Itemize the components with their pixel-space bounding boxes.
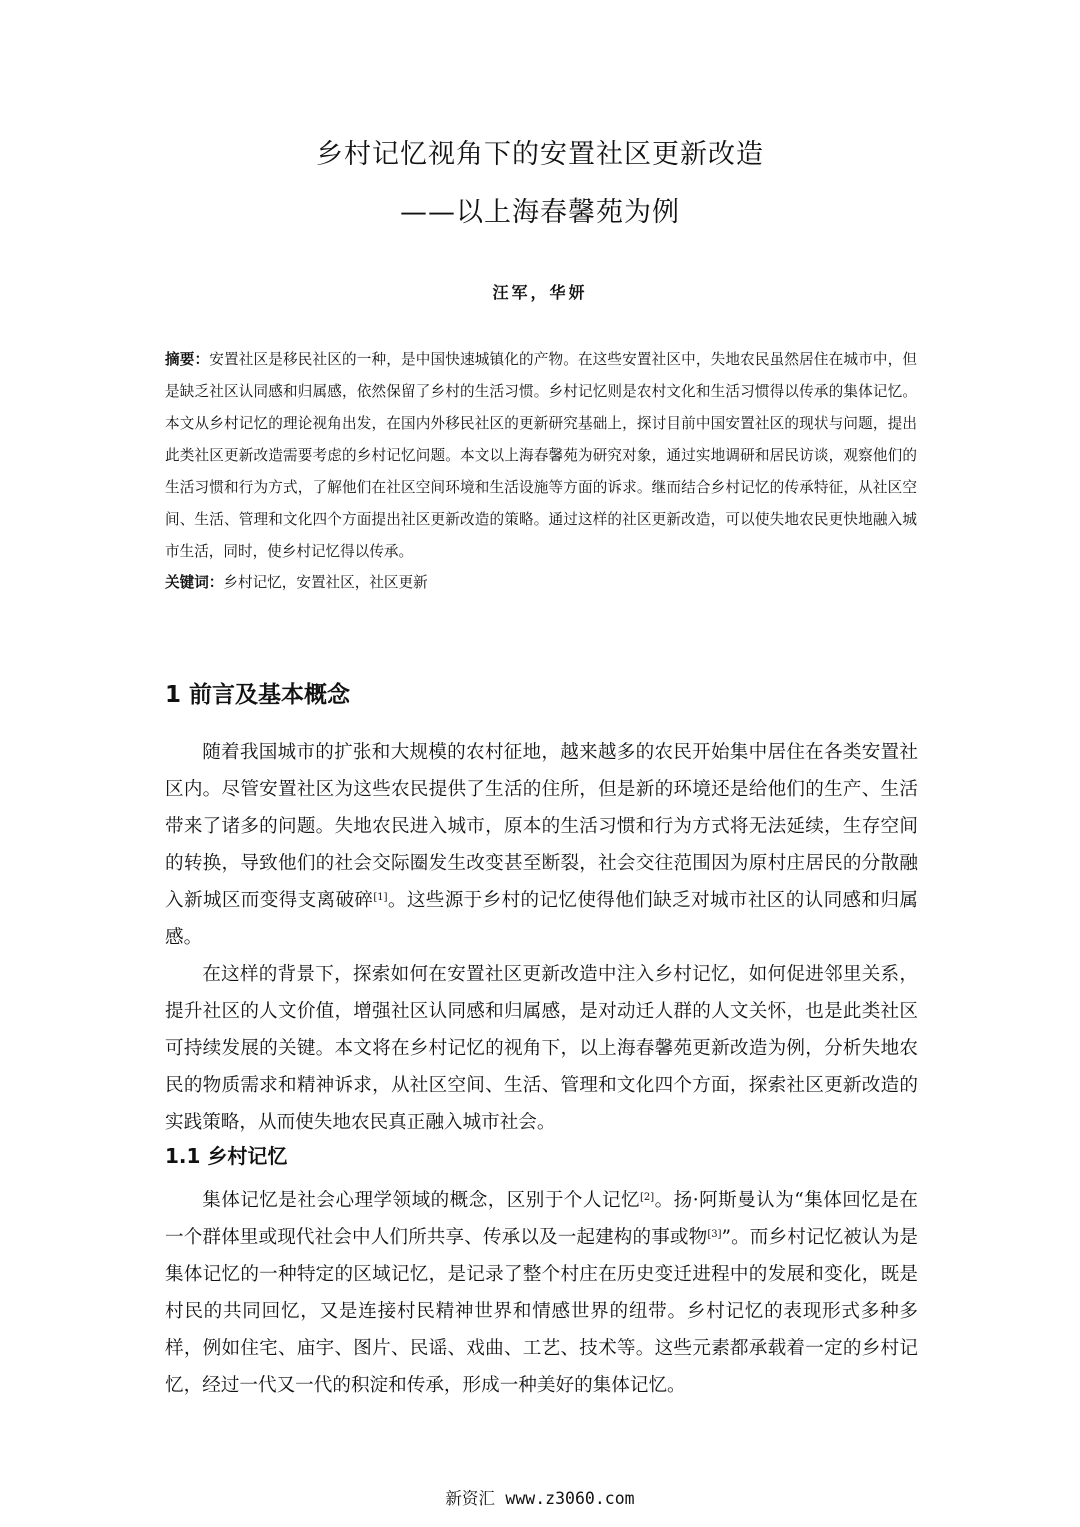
section-1-paragraph-1 [165, 734, 918, 956]
citation-ref-3[interactable]: [3] [707, 1229, 722, 1240]
keywords-label: 关键词： [165, 574, 224, 591]
section-heading-1: 1 前言及基本概念 [165, 682, 351, 708]
author-list: 汪军，华妍 [492, 283, 588, 302]
section-1-paragraph-2: 在这样的背景下，探索如何在安置社区更新改造中注入乡村记忆，如何促进邻里关系，提升社区的人文价值，增强社区认同感和归属感，是对动迁人群的人文关怀，也是此类社区可持续发展的关键。本文将在乡村记忆的视角下，以上海春馨苑更新改造为例，分析失地农民的物质需求和精神诉求，从社区空间、生活、管理和文化四个方面，探索社区更新改造的实践策略，从而使失地农民真正融入城市社会。 [165, 964, 918, 1133]
keywords-text: 乡村记忆，安置社区，社区更新 [223, 574, 428, 591]
citation-ref-1[interactable]: [1] [373, 892, 388, 903]
paper-title: 乡村记忆视角下的安置社区更新改造 [316, 139, 764, 170]
footer-url[interactable]: www.z3060.com [505, 1489, 635, 1508]
paragraph-text: 集体记忆是社会心理学领域的概念，区别于个人记忆 [202, 1190, 641, 1211]
abstract-text: 安置社区是移民社区的一种，是中国快速城镇化的产物。在这些安置社区中，失地农民虽然居住在城市中，但是缺乏社区认同感和归属感，依然保留了乡村的生活习惯。乡村记忆则是农村文化和生活习惯得以传承的集体记忆。本文从乡村记忆的理论视角出发，在国内外移民社区的更新研究基础上，探讨目前中国安置社区的现状与问题，提出此类社区更新改造需要考虑的乡村记忆问题。本文以上海春馨苑为研究对象，通过实地调研和居民访谈，观察他们的生活习惯和行为方式，了解他们在社区空间环境和生活设施等方面的诉求。继而结合乡村记忆的传承特征，从社区空间、生活、管理和文化四个方面提出社区更新改造的策略。通过这样的社区更新改造，可以使失地农民更快地融入城市生活，同时，使乡村记忆得以传承。 [165, 351, 917, 560]
section-1-1-paragraph [165, 1182, 918, 1404]
paragraph-text: 。扬·阿斯曼认为“集体回忆是在一个群体里或现代社会中人们所共享、传承以及一起建构的事或物 [165, 1190, 918, 1248]
abstract-label: 摘要： [165, 351, 210, 368]
paragraph-text: 。这些源于乡村的记忆使得他们缺乏对城市社区的认同感和归属感。 [165, 890, 918, 948]
abstract [165, 344, 917, 568]
paragraph-text: ”。而乡村记忆被认为是集体记忆的一种特定的区域记忆，是记录了整个村庄在历史变迁进程中的发展和变化，既是村民的共同回忆，又是连接村民精神世界和情感世界的纽带。乡村记忆的表现形式多种多样，例如住宅、庙宇、图片、民谣、戏曲、工艺、技术等。这些元素都承载着一定的乡村记忆，经过一代又一代的积淀和传承，形成一种美好的集体记忆。 [165, 1227, 918, 1396]
keywords [165, 567, 917, 599]
paper-subtitle: ——以上海春馨苑为例 [400, 197, 680, 228]
citation-ref-2[interactable]: [2] [640, 1192, 655, 1203]
page-footer-watermark [0, 1485, 1080, 1509]
footer-site-name: 新资汇 [445, 1489, 495, 1508]
section-heading-1-1: 1.1 乡村记忆 [165, 1144, 288, 1168]
paragraph-text: 随着我国城市的扩张和大规模的农村征地，越来越多的农民开始集中居住在各类安置社区内。尽管安置社区为这些农民提供了生活的住所，但是新的环境还是给他们的生产、生活带来了诸多的问题。失地农民进入城市，原本的生活习惯和行为方式将无法延续，生存空间的转换，导致他们的社会交际圈发生改变甚至断裂，社会交往范围因为原村庄居民的分散融入新城区而变得支离破碎 [165, 742, 918, 911]
